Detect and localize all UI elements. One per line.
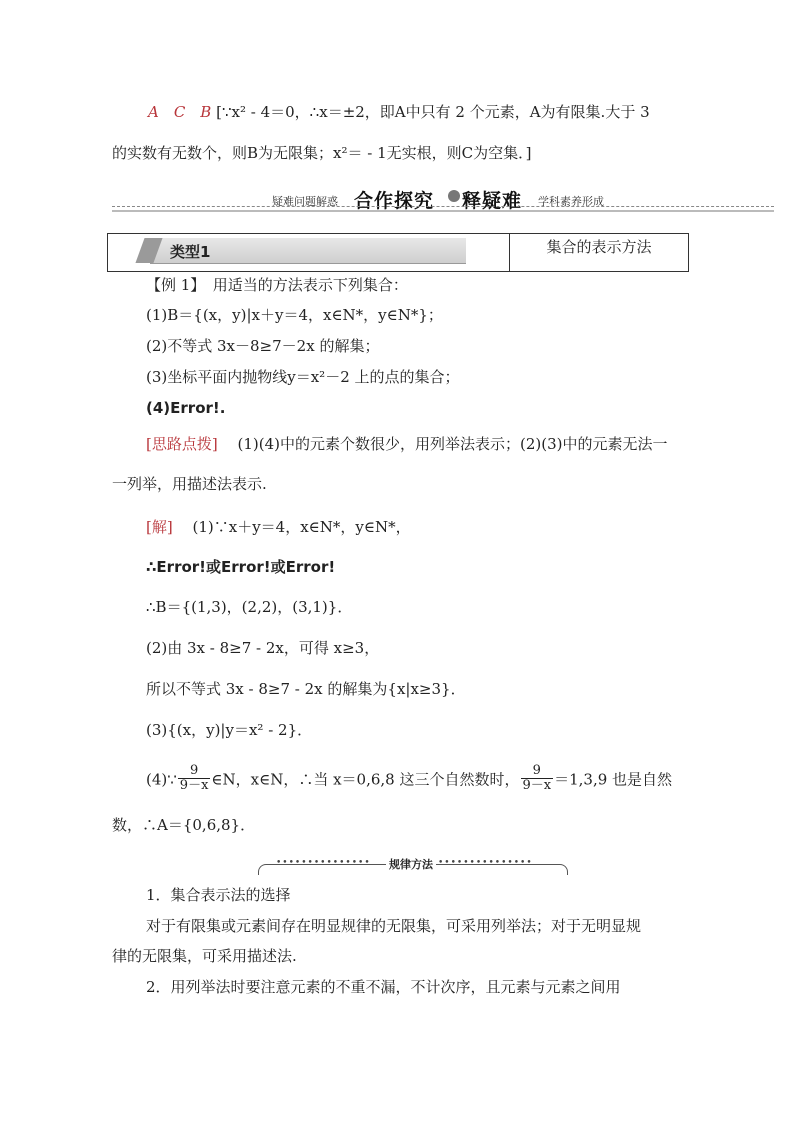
method-bar [258,858,568,874]
example-item-3: (3)坐标平面内抛物线y＝x²－2 上的点的集合； [146,368,460,386]
banner-title-left: 合作探究 [354,190,435,212]
fraction-denominator-2: 9－x [522,778,552,793]
example-item-4: (4)Error!. [146,399,226,417]
solution-line-7 [146,763,673,795]
banner-arrow-icon [448,190,460,202]
hint-line-1 [146,434,668,454]
type-tag-cap [135,238,162,263]
solution-7-suffix: ＝1,3,9 也是自然 [554,770,673,789]
hint-text-1: (1)(4)中的元素个数很少，用列举法表示；(2)(3)中的元素无法一 [222,435,668,453]
solution-text-1: (1)∵x＋y＝4，x∈N*，y∈N*， [177,518,411,536]
solution-line-8: 数，∴A＝{0,6,8}． [112,816,256,834]
answer-text-1: [∵x² - 4＝0，∴x＝±2，即A中只有 2 个元素，A为有限集.大于 3 [216,103,650,121]
fraction-denominator: 9－x [179,778,209,793]
fraction-9-over-9-minus-x-2 [521,764,554,793]
method-point-2: 2．用列举法时要注意元素的不重不漏，不计次序，且元素与元素之间用 [146,978,621,996]
method-point-1: 1．集合表示法的选择 [146,886,291,904]
solution-line-4: (2)由 3x - 8≥7 - 2x，可得 x≥3， [146,639,380,657]
solution-line-6: (3){(x，y)|y＝x² - 2}． [146,721,313,739]
section-banner [112,184,774,212]
fraction-numerator: 9 [178,764,211,779]
type-tag-label: 类型1 [170,243,211,261]
banner-solid-rule [112,210,774,212]
hint-line-2: 一列举，用描述法表示. [112,475,267,493]
banner-left-subtitle: 疑难问题解惑 [272,195,338,208]
answer-line-1 [148,102,650,122]
solution-7-mid: ∈N，x∈N，∴当 x＝0,6,8 这三个自然数时， [211,770,520,789]
banner-title-right: 释疑难 [462,190,523,212]
solution-line-2: ∴Error!或Error!或Error! [146,558,336,576]
example-heading: 【例 1】 用适当的方法表示下列集合： [146,276,408,294]
method-bar-label: 规律方法 [386,856,436,872]
solution-label: [解] [146,518,173,536]
type-header-table [107,233,689,272]
banner-right-subtitle: 学科素养形成 [538,195,604,208]
method-text-2b: 律的无限集，可采用描述法. [112,947,297,965]
type-title: 集合的表示方法 [546,238,652,256]
solution-line-3: ∴B＝{(1,3)，(2,2)，(3,1)}． [146,598,353,616]
hint-label: [思路点拨] [146,435,218,453]
solution-line-1 [146,517,411,537]
solution-line-5: 所以不等式 3x - 8≥7 - 2x 的解集为{x|x≥3}． [146,680,466,698]
answer-line-2: 的实数有无数个，则B为无限集；x²＝ - 1无实根，则C为空集．] [112,144,532,162]
method-text-2a: 对于有限集或元素间存在明显规律的无限集，可采用列举法；对于无明显规 [146,917,642,935]
banner-dashed-rule [112,206,774,207]
example-item-1: (1)B＝{(x，y)|x＋y＝4，x∈N*，y∈N*}； [146,306,443,324]
fraction-numerator-2: 9 [521,764,554,779]
solution-7-prefix: (4)∵ [146,770,177,789]
answer-letters: A C B [148,103,212,121]
example-item-2: (2)不等式 3x－8≥7－2x 的解集； [146,337,380,355]
fraction-9-over-9-minus-x [178,764,211,793]
method-bar-dots-left: ••••••••••••••• [276,858,371,868]
type-tag [150,238,466,264]
method-bar-dots-right: ••••••••••••••• [438,858,533,868]
